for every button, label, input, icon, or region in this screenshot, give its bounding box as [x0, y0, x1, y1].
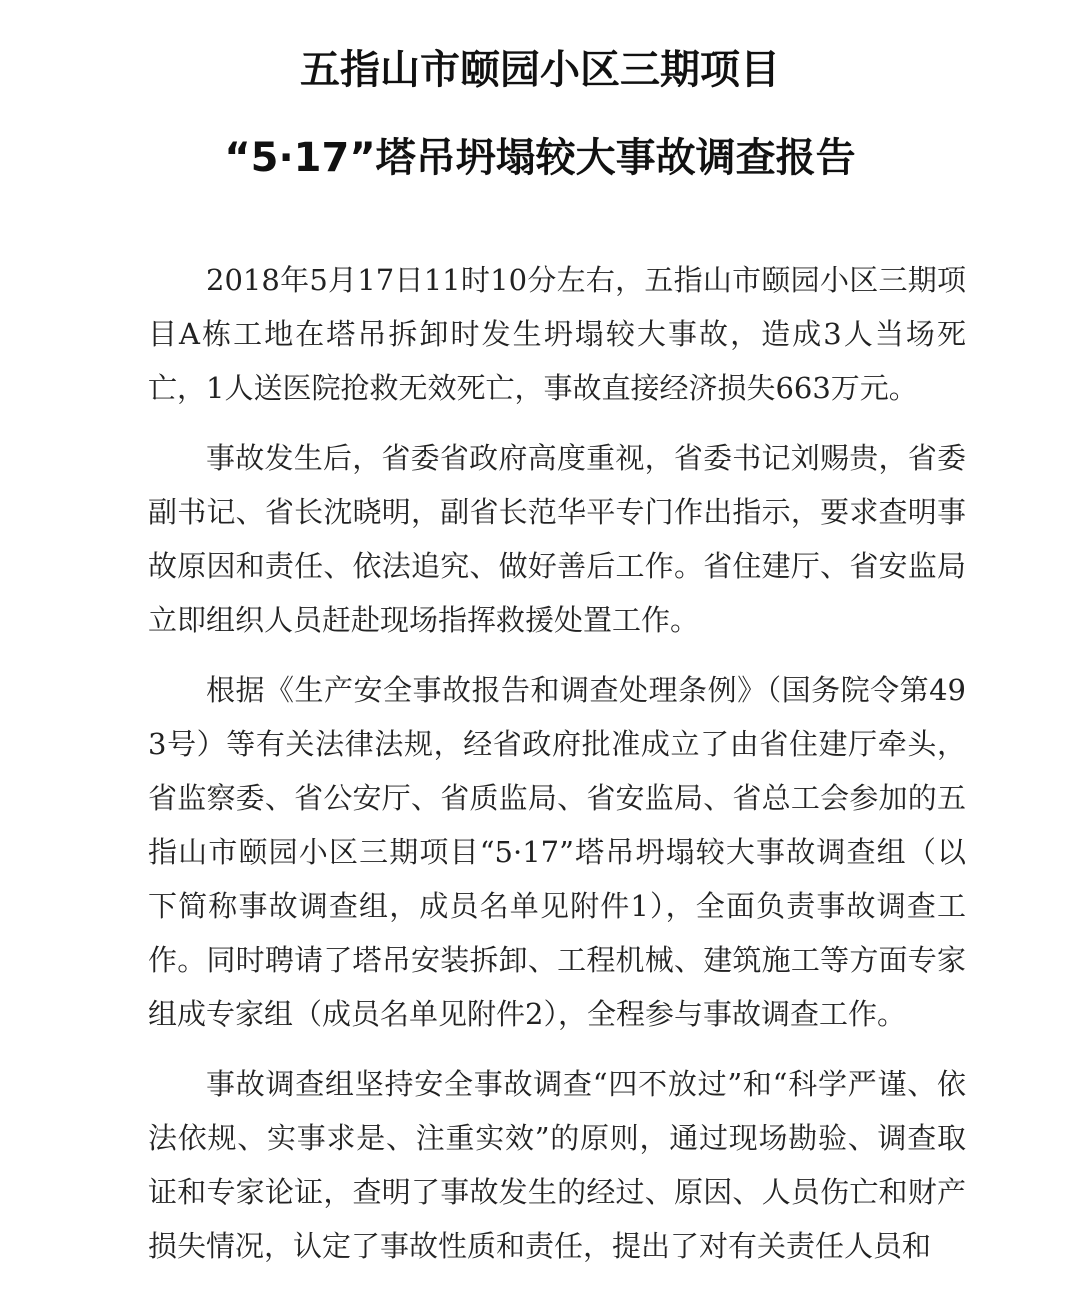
paragraph-government-response: 事故发生后，省委省政府高度重视，省委书记刘赐贵，省委副书记、省长沈晓明，副省长范华平专门作出指示，要求查明事故原因和责任、依法追究、做好善后工作。省住建厅、省安监局立即组织人员赶赴现场指挥救援处置工作。: [148, 441, 966, 637]
report-title-line-1: 五指山市颐园小区三期项目: [300, 47, 780, 93]
paragraph-incident-summary: 2018年5月17日11时10分左右，五指山市颐园小区三期项目A栋工地在塔吊拆卸时发生坍塌较大事故，造成3人当场死亡，1人送医院抢救无效死亡，事故直接经济损失663万元。: [148, 263, 966, 405]
paragraph-investigation-principles: 事故调查组坚持安全事故调查“四不放过”和“科学严谨、依法依规、实事求是、注重实效”的原则，通过现场勘验、调查取证和专家论证，查明了事故发生的经过、原因、人员伤亡和财产损失情况，认定了事故性质和责任，提出了对有关责任人员和: [148, 1067, 966, 1263]
report-title-line-2: “5·17”塔吊坍塌较大事故调查报告: [224, 135, 856, 181]
paragraph-investigation-team: 根据《生产安全事故报告和调查处理条例》（国务院令第493号）等有关法律法规，经省政府批准成立了由省住建厅牵头，省监察委、省公安厅、省质监局、省安监局、省总工会参加的五指山市颐园小区三期项目“5·17”塔吊坍塌较大事故调查组（以下简称事故调查组，成员名单见附件1），全面负责事故调查工作。同时聘请了塔吊安装拆卸、工程机械、建筑施工等方面专家组成专家组（成员名单见附件2），全程参与事故调查工作。: [148, 673, 966, 1031]
report-body: [148, 253, 966, 1289]
